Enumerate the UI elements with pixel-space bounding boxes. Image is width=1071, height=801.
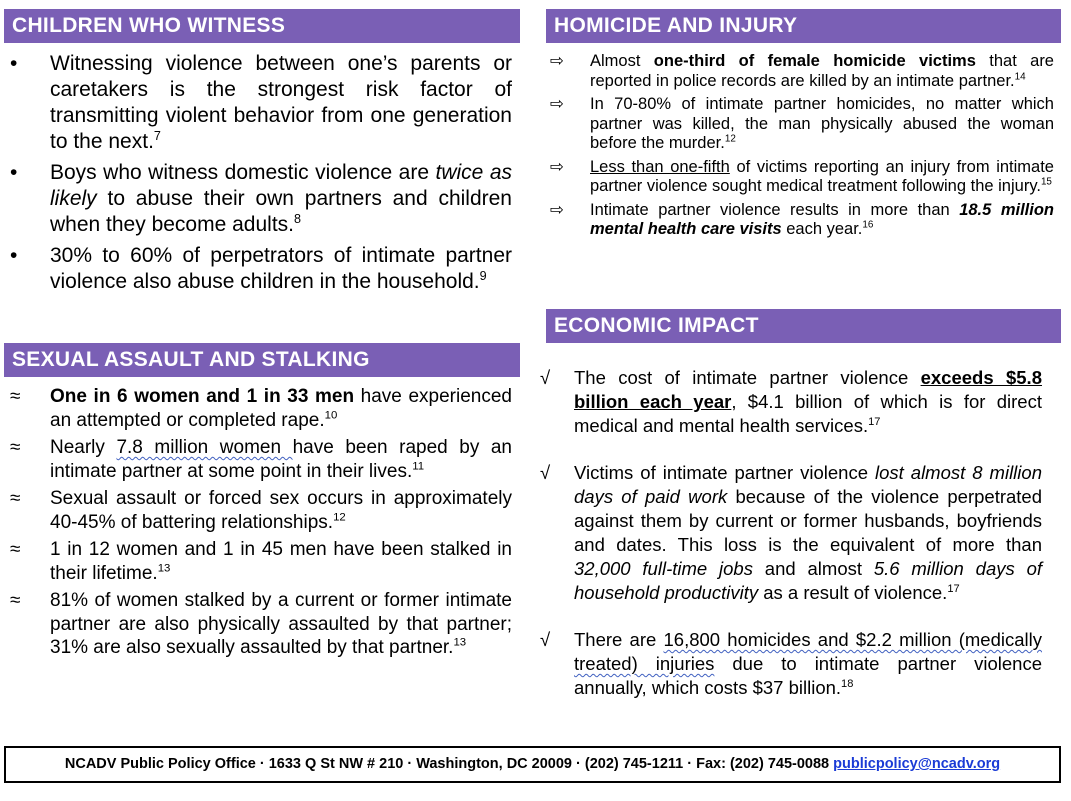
approx-icon: ≈ bbox=[10, 437, 21, 458]
list-item: √ There are 16,800 homicides and $2.2 million (medically treated) injuries due to intimate partner violence annually, which costs $37 billion.$^{18}$ bbox=[540, 629, 1042, 698]
list-item: √ Victims of intimate partner violence lost almost 8 million days of paid work because of the violence perpetrated against them by current or former husbands, boyfriends and dates. This loss is the equivalent of more than 32,000 full-time jobs and almost 5.6 million days of household productivity as a result of violence.$^{17}$ bbox=[540, 462, 1043, 603]
section-header-children: CHILDREN WHO WITNESS bbox=[4, 9, 520, 43]
footer-contact-box bbox=[4, 746, 1061, 783]
check-icon: √ bbox=[540, 629, 551, 650]
list-item: ≈ Sexual assault or forced sex occurs in approximately 40-45% of battering relationships.$^{12}$ bbox=[10, 488, 512, 533]
approx-icon: ≈ bbox=[10, 386, 21, 407]
check-icon: √ bbox=[540, 462, 551, 483]
list-item: ⇨ Less than one-fifth of victims reporting an injury from intimate partner violence sought medical treatment following the injury.$^{15}$ bbox=[550, 157, 1054, 195]
approx-icon: ≈ bbox=[10, 488, 21, 509]
list-item: ⇨ Intimate partner violence results in more than 18.5 million mental health care visits each year.$^{16}$ bbox=[550, 200, 1054, 238]
economic-list bbox=[540, 366, 1042, 723]
check-icon: √ bbox=[540, 367, 551, 388]
section-header-sexual-assault: SEXUAL ASSAULT AND STALKING bbox=[4, 343, 520, 377]
footer-address: NCADV Public Policy Office · 1633 Q St NW # 210 · Washington, DC 20009 · (202) 745-1211 · Fax: (202) 745-0088 bbox=[64, 756, 834, 772]
arrow-right-icon: ⇨ bbox=[550, 200, 564, 219]
approx-icon: ≈ bbox=[10, 590, 21, 611]
list-item: • 30% to 60% of perpetrators of intimate partner violence also abuse children in the household.$^9$ bbox=[10, 244, 512, 293]
bullet-icon: • bbox=[10, 52, 18, 75]
arrow-right-icon: ⇨ bbox=[550, 52, 564, 70]
list-item: ≈ 81% of women stalked by a current or former intimate partner are also physically assaulted by that partner; 31% are also sexually assaulted by that partner.$^{13}$ bbox=[10, 590, 512, 658]
section-header-economic: ECONOMIC IMPACT bbox=[546, 309, 1061, 343]
email-link[interactable]: publicpolicy@ncadv.org bbox=[833, 756, 1001, 772]
list-item: • Witnessing violence between one’s parents or caretakers is the strongest risk factor of transmitting violent behavior from one generation to the next.$^7$ bbox=[10, 52, 512, 153]
arrow-right-icon: ⇨ bbox=[550, 157, 564, 176]
bullet-icon: • bbox=[10, 161, 18, 184]
arrow-right-icon: ⇨ bbox=[550, 95, 564, 113]
list-item: ≈ 1 in 12 women and 1 in 45 men have been stalked in their lifetime.$^{13}$ bbox=[10, 539, 512, 584]
bullet-icon: • bbox=[10, 244, 18, 267]
approx-icon: ≈ bbox=[10, 539, 21, 560]
list-item: ⇨ Almost one-third of female homicide victims that are reported in police records are killed by an intimate partner.$^{14}$ bbox=[550, 52, 1054, 90]
sexual-assault-list bbox=[10, 385, 512, 664]
children-list bbox=[10, 51, 512, 300]
section-header-homicide: HOMICIDE AND INJURY bbox=[546, 9, 1061, 43]
homicide-list bbox=[550, 52, 1054, 244]
list-item: ≈ Nearly 7.8 million women have been raped by an intimate partner at some point in their lives.$^{11}$ bbox=[10, 437, 512, 482]
list-item: • Boys who witness domestic violence are twice as likely to abuse their own partners and children when they become adults.$^8$ bbox=[10, 161, 513, 236]
list-item: ⇨ In 70-80% of intimate partner homicides, no matter which partner was killed, the man physically abused the woman before the murder.$^{12}$ bbox=[550, 95, 1054, 152]
list-item: √ The cost of intimate partner violence exceeds $5.8 billion each year, $4.1 billion of which is for direct medical and mental health services.$^{17}$ bbox=[540, 367, 1042, 436]
list-item: ≈ One in 6 women and 1 in 33 men have experienced an attempted or completed rape.$^{10}$ bbox=[10, 386, 512, 431]
